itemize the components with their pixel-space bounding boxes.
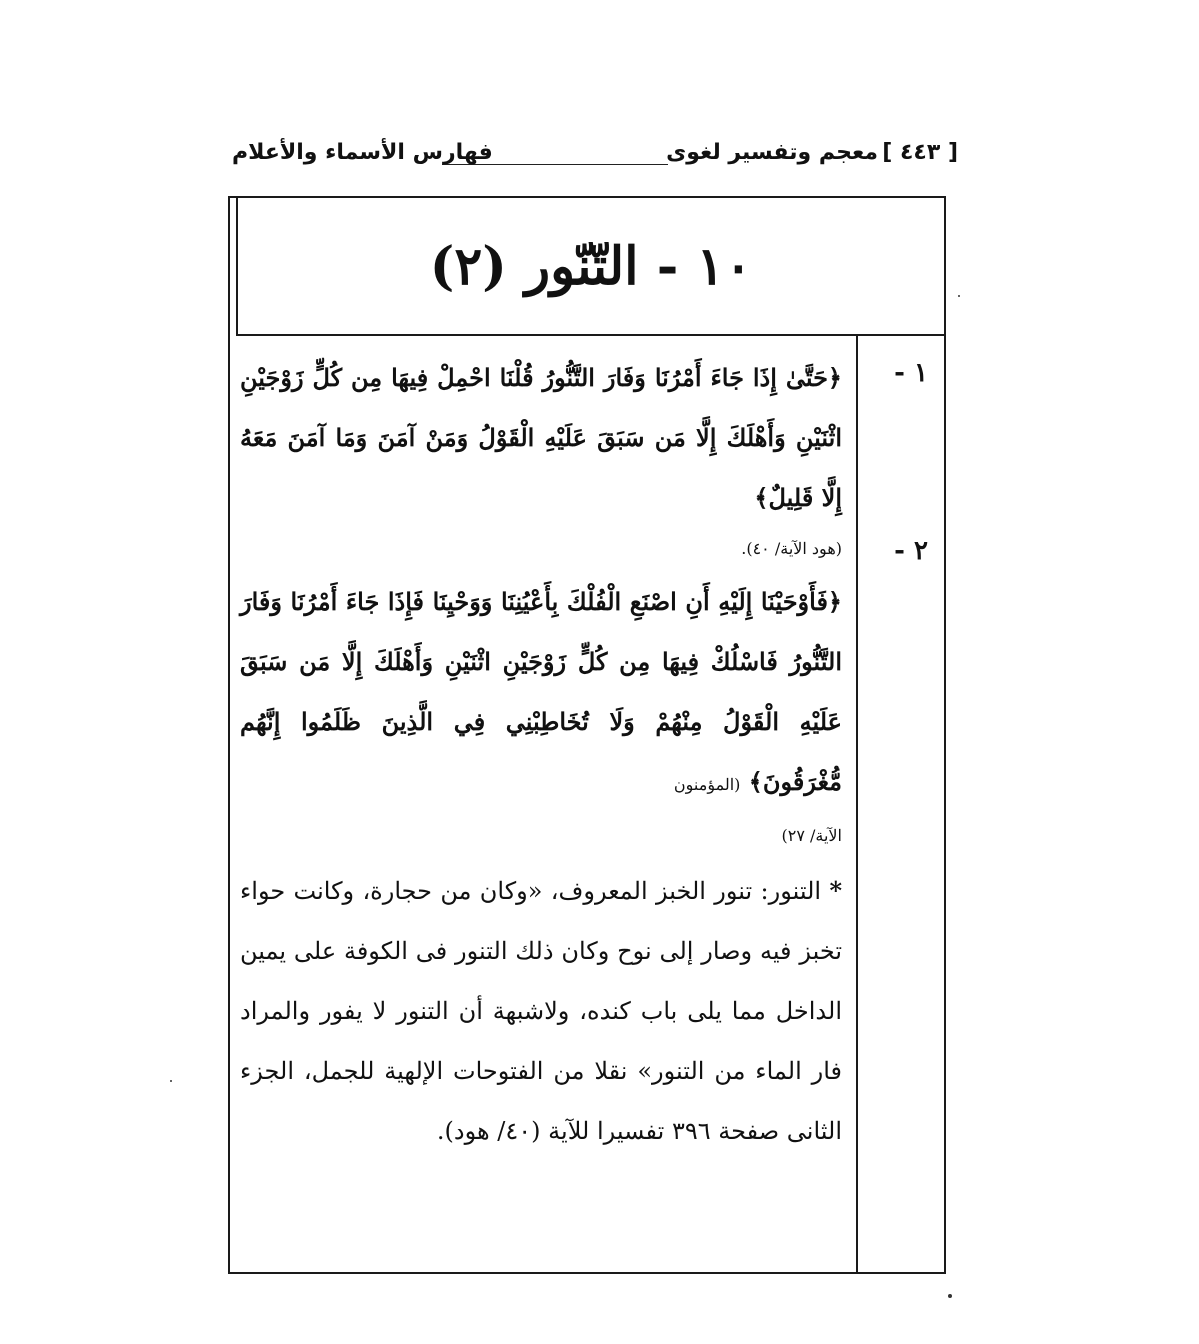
title-box	[236, 198, 944, 336]
chapter-title: ١٠ - التّنّور (٢)	[429, 235, 753, 297]
entries-content	[240, 348, 842, 1161]
column-divider	[856, 334, 858, 1272]
entry-number: ٢ -	[894, 536, 928, 566]
verse-reference: (هود الآية/ ٤٠).	[741, 539, 842, 558]
entry-number: ١ -	[894, 358, 928, 388]
scan-speck	[948, 1294, 952, 1298]
verse-reference-start: (المؤمنون	[673, 775, 741, 794]
verse-reference: الآية/ ٢٧)	[781, 826, 842, 845]
note-text: التنور: تنور الخبز المعروف، «وكان من حجارة، وكانت حواء تخبز فيه وصار إلى نوح وكان ذلك التنور فى الكوفة على يمين الداخل مما يلى باب كنده، ولاشبهة أن التنور لا يفور والمراد فار الماء من التنور» نقلا من الفتوحات الإلهية للجمل، الجزء الثانى صفحة ٣٩٦ تفسيرا للآية (٤٠/ هود).	[240, 877, 843, 1145]
page-number: [ ٤٤٣ ]	[882, 140, 958, 165]
verse-text: ﴿فَأَوْحَيْنَا إِلَيْهِ أَنِ اصْنَعِ الْفُلْكَ بِأَعْيُنِنَا وَوَحْيِنَا فَإِذَا جَاءَ أَمْرُنَا وَفَارَ التَّنُّورُ فَاسْلُكْ فِيهَا مِن كُلٍّ زَوْجَيْنِ اثْنَيْنِ وَأَهْلَكَ إِلَّا مَن سَبَقَ عَلَيْهِ الْقَوْلُ مِنْهُمْ وَلَا تُخَاطِبْنِي فِي الَّذِينَ ظَلَمُوا إِنَّهُم مُّغْرَقُونَ﴾	[240, 587, 842, 796]
quran-verse: ﴿حَتَّىٰ إِذَا جَاءَ أَمْرُنَا وَفَارَ التَّنُّورُ قُلْنَا احْمِلْ فِيهَا مِن كُلٍّ زَوْجَيْنِ اثْنَيْنِ وَأَهْلَكَ إِلَّا مَن سَبَقَ عَلَيْهِ الْقَوْلُ وَمَنْ آمَنَ وَمَا آمَنَ مَعَهُ إِلَّا قَلِيلٌ﴾	[240, 363, 842, 512]
note-star: *	[829, 876, 842, 905]
running-header	[232, 140, 958, 172]
scan-speck	[958, 295, 960, 297]
page-frame	[228, 196, 946, 1274]
scan-speck	[170, 1080, 172, 1082]
book-title: معجم وتفسير لغوى	[666, 140, 878, 165]
index-title: فهارس الأسماء والأعلام	[232, 140, 493, 165]
quran-verse	[240, 572, 842, 815]
explanatory-note	[240, 861, 842, 1161]
